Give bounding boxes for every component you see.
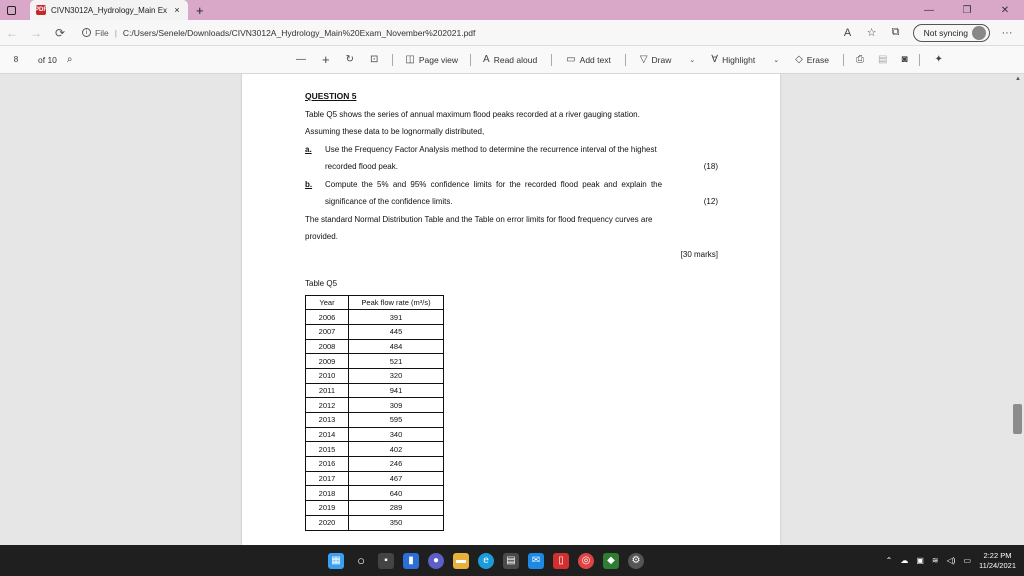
task-view-icon[interactable]: ▪ bbox=[378, 553, 394, 569]
read-aloud-button[interactable] bbox=[483, 54, 537, 65]
question-title: QUESTION 5 bbox=[305, 91, 357, 101]
windows-taskbar bbox=[0, 545, 1024, 576]
table-row bbox=[306, 457, 444, 472]
read-aloud-icon: A bbox=[483, 54, 490, 65]
file-explorer-icon[interactable]: ▬ bbox=[453, 553, 469, 569]
cell-peak-flow: 402 bbox=[349, 442, 444, 457]
highlight-icon: ∀ bbox=[711, 54, 719, 65]
cell-year: 2017 bbox=[306, 471, 349, 486]
eraser-icon: ◇ bbox=[795, 54, 803, 65]
tab-actions-icon bbox=[7, 6, 16, 15]
cell-peak-flow: 289 bbox=[349, 501, 444, 516]
table-header-row bbox=[306, 295, 444, 310]
taskbar-apps bbox=[328, 545, 644, 576]
zoom-in-button[interactable]: + bbox=[322, 52, 330, 67]
table-row bbox=[306, 339, 444, 354]
cell-peak-flow: 484 bbox=[349, 339, 444, 354]
cell-year: 2010 bbox=[306, 368, 349, 383]
cell-year: 2008 bbox=[306, 339, 349, 354]
cell-year: 2020 bbox=[306, 515, 349, 530]
item-a-marks: (18) bbox=[703, 162, 718, 171]
toolbar-divider bbox=[843, 54, 844, 66]
cell-peak-flow: 391 bbox=[349, 310, 444, 325]
mail-icon[interactable]: ✉ bbox=[528, 553, 544, 569]
wifi-icon[interactable]: ≋ bbox=[931, 556, 939, 565]
item-b-row-2 bbox=[305, 193, 718, 211]
item-b-text-1: Compute the 5% and 95% confidence limits for the recorded flood peak and explain the bbox=[325, 179, 663, 189]
cell-year: 2011 bbox=[306, 383, 349, 398]
question-item-a bbox=[305, 141, 718, 159]
toolbar-divider bbox=[470, 54, 471, 66]
cell-peak-flow: 309 bbox=[349, 398, 444, 413]
header-peak-flow: Peak flow rate (m³/s) bbox=[349, 295, 444, 310]
intro-line-1: Table Q5 shows the series of annual maximum flood peaks recorded at a river gauging station. bbox=[305, 109, 640, 119]
cell-peak-flow: 595 bbox=[349, 413, 444, 428]
collections-icon[interactable]: ⧉ bbox=[891, 26, 900, 38]
add-text-icon: ▭ bbox=[566, 54, 576, 65]
cell-peak-flow: 445 bbox=[349, 324, 444, 339]
highlight-label: Highlight bbox=[722, 54, 756, 65]
highlight-button[interactable] bbox=[711, 54, 779, 65]
zoom-out-button[interactable]: — bbox=[296, 54, 306, 65]
close-window-button[interactable]: ✕ bbox=[1000, 4, 1010, 16]
office-icon[interactable]: ▯ bbox=[553, 553, 569, 569]
tab-actions-button[interactable] bbox=[0, 0, 22, 20]
scroll-thumb[interactable] bbox=[1013, 404, 1022, 434]
add-text-button[interactable] bbox=[566, 54, 611, 65]
app-icon[interactable]: ◆ bbox=[603, 553, 619, 569]
address-separator: | bbox=[114, 27, 117, 38]
item-a-text-2: recorded flood peak. bbox=[325, 162, 398, 171]
chevron-down-icon[interactable]: ⌄ bbox=[689, 56, 696, 64]
table-row bbox=[306, 471, 444, 486]
pdf-page bbox=[242, 74, 780, 545]
vertical-scrollbar[interactable] bbox=[1013, 74, 1022, 545]
table-row bbox=[306, 310, 444, 325]
window-controls bbox=[910, 0, 1024, 20]
toolbar-divider bbox=[625, 54, 626, 66]
page-number-input[interactable]: 8 bbox=[13, 55, 19, 64]
fit-page-icon[interactable]: ⊡ bbox=[369, 54, 379, 65]
question-item-b bbox=[305, 176, 718, 194]
new-tab-button[interactable]: + bbox=[196, 2, 204, 18]
cell-peak-flow: 941 bbox=[349, 383, 444, 398]
more-menu-button[interactable]: ··· bbox=[1001, 26, 1013, 39]
clock-time: 2:22 PM bbox=[983, 550, 1012, 560]
volume-icon[interactable]: ◁) bbox=[946, 556, 956, 565]
toolbar-divider bbox=[551, 54, 552, 66]
search-icon[interactable]: ○ bbox=[357, 553, 365, 568]
address-bar-row bbox=[0, 20, 1024, 46]
header-year: Year bbox=[306, 295, 349, 310]
table-row bbox=[306, 354, 444, 369]
toolbar-divider bbox=[919, 54, 920, 66]
toolbar-divider bbox=[392, 54, 393, 66]
note-line-2: provided. bbox=[305, 232, 338, 241]
table-row bbox=[306, 398, 444, 413]
item-a-label: a. bbox=[305, 144, 312, 154]
erase-label: Erase bbox=[806, 54, 829, 65]
save-icon[interactable]: ▤ bbox=[877, 54, 888, 65]
pin-icon[interactable]: ✦ bbox=[934, 54, 943, 65]
read-mode-icon[interactable]: A bbox=[843, 26, 852, 39]
table-row bbox=[306, 383, 444, 398]
cell-year: 2009 bbox=[306, 354, 349, 369]
page-view-label: Page view bbox=[418, 54, 459, 65]
page-count: of 10 bbox=[38, 54, 57, 65]
chat-icon[interactable]: ● bbox=[428, 553, 444, 569]
settings-gear-icon[interactable]: ⚙ bbox=[628, 553, 644, 569]
intro-line-2: Assuming these data to be lognormally distributed, bbox=[305, 127, 485, 136]
pdf-viewer bbox=[0, 74, 1024, 545]
table-row bbox=[306, 501, 444, 516]
rotate-icon[interactable]: ↻ bbox=[345, 54, 354, 65]
camera-icon[interactable]: ▣ bbox=[916, 556, 924, 565]
sync-button[interactable] bbox=[913, 24, 990, 42]
item-b-text-2: significance of the confidence limits. bbox=[325, 197, 453, 206]
cell-peak-flow: 340 bbox=[349, 427, 444, 442]
table-body bbox=[306, 310, 444, 530]
table-row bbox=[306, 368, 444, 383]
system-tray bbox=[886, 545, 1016, 576]
cell-year: 2016 bbox=[306, 457, 349, 472]
draw-label: Draw bbox=[651, 54, 672, 65]
pdf-icon: PDF bbox=[35, 7, 47, 13]
browser-tab[interactable] bbox=[30, 0, 188, 20]
cell-year: 2006 bbox=[306, 310, 349, 325]
search-icon[interactable]: ⌕ bbox=[66, 54, 73, 65]
cell-year: 2014 bbox=[306, 427, 349, 442]
item-b-label: b. bbox=[305, 179, 313, 189]
read-aloud-label: Read aloud bbox=[493, 54, 538, 65]
total-marks: [30 marks] bbox=[680, 249, 718, 259]
table-row bbox=[306, 324, 444, 339]
cell-peak-flow: 320 bbox=[349, 368, 444, 383]
browser-actions bbox=[841, 24, 1024, 42]
profile-avatar bbox=[972, 26, 986, 40]
note-line-1: The standard Normal Distribution Table and the Table on error limits for flood frequency curves are bbox=[305, 214, 653, 224]
draw-icon: ▽ bbox=[639, 54, 648, 65]
chevron-down-icon[interactable]: ⌄ bbox=[773, 56, 780, 64]
tab-close-button[interactable]: × bbox=[174, 5, 180, 15]
chevron-up-icon[interactable]: ⌃ bbox=[885, 556, 893, 565]
flood-peaks-table bbox=[305, 295, 444, 531]
cell-year: 2007 bbox=[306, 324, 349, 339]
table-row bbox=[306, 442, 444, 457]
battery-icon[interactable]: ▭ bbox=[963, 556, 972, 565]
widgets-icon[interactable]: ▮ bbox=[403, 553, 419, 569]
tab-title: CIVN3012A_Hydrology_Main Ex bbox=[51, 5, 168, 15]
pdf-toolbar bbox=[0, 46, 1024, 74]
start-icon[interactable]: ▦ bbox=[328, 553, 344, 569]
cloud-icon[interactable]: ☁ bbox=[900, 556, 909, 565]
clock-date: 11/24/2021 bbox=[979, 560, 1016, 570]
item-a-row-2 bbox=[305, 158, 718, 176]
erase-button[interactable] bbox=[795, 54, 829, 65]
cell-peak-flow: 640 bbox=[349, 486, 444, 501]
cell-year: 2013 bbox=[306, 413, 349, 428]
item-a-text-1: Use the Frequency Factor Analysis method to determine the recurrence interval of the highest bbox=[325, 144, 657, 154]
pdf-tools bbox=[296, 52, 943, 67]
item-b-marks: (12) bbox=[703, 197, 718, 206]
chrome-icon[interactable]: ◎ bbox=[578, 553, 594, 569]
cell-peak-flow: 521 bbox=[349, 354, 444, 369]
clock[interactable] bbox=[979, 551, 1016, 571]
cell-year: 2019 bbox=[306, 501, 349, 516]
restore-button[interactable]: ❐ bbox=[962, 4, 972, 16]
cell-year: 2012 bbox=[306, 398, 349, 413]
add-text-label: Add text bbox=[579, 54, 611, 65]
back-button[interactable]: ← bbox=[6, 25, 18, 40]
forward-button[interactable]: → bbox=[30, 25, 42, 40]
favorites-star-icon[interactable]: ☆ bbox=[866, 27, 877, 39]
cell-year: 2018 bbox=[306, 486, 349, 501]
print-icon[interactable]: ⎙ bbox=[855, 54, 864, 65]
table-row bbox=[306, 515, 444, 530]
address-url: C:/Users/Senele/Downloads/CIVN3012A_Hydrology_Main%20Exam_November%202021.pdf bbox=[122, 27, 476, 38]
sync-label: Not syncing bbox=[923, 27, 968, 38]
table-row bbox=[306, 413, 444, 428]
edge-browser-icon[interactable]: e bbox=[478, 553, 494, 569]
store-icon[interactable]: ▤ bbox=[503, 553, 519, 569]
table-row bbox=[306, 427, 444, 442]
cell-peak-flow: 350 bbox=[349, 515, 444, 530]
table-caption: Table Q5 bbox=[305, 279, 338, 288]
browser-tab-strip bbox=[0, 0, 1024, 20]
info-icon[interactable]: i bbox=[82, 28, 91, 37]
address-scheme: File bbox=[95, 27, 109, 38]
table-row bbox=[306, 486, 444, 501]
page-view-icon: ◫ bbox=[405, 54, 415, 65]
draw-button[interactable] bbox=[640, 54, 695, 65]
minimize-button[interactable]: — bbox=[924, 4, 934, 16]
cell-peak-flow: 246 bbox=[349, 457, 444, 472]
address-field[interactable] bbox=[82, 23, 762, 43]
page-view-button[interactable] bbox=[405, 54, 458, 65]
scroll-up-icon[interactable]: ▲ bbox=[1015, 76, 1021, 82]
cell-peak-flow: 467 bbox=[349, 471, 444, 486]
save-as-icon[interactable]: ◙ bbox=[901, 54, 908, 65]
cell-year: 2015 bbox=[306, 442, 349, 457]
refresh-button[interactable]: ⟳ bbox=[54, 25, 66, 40]
